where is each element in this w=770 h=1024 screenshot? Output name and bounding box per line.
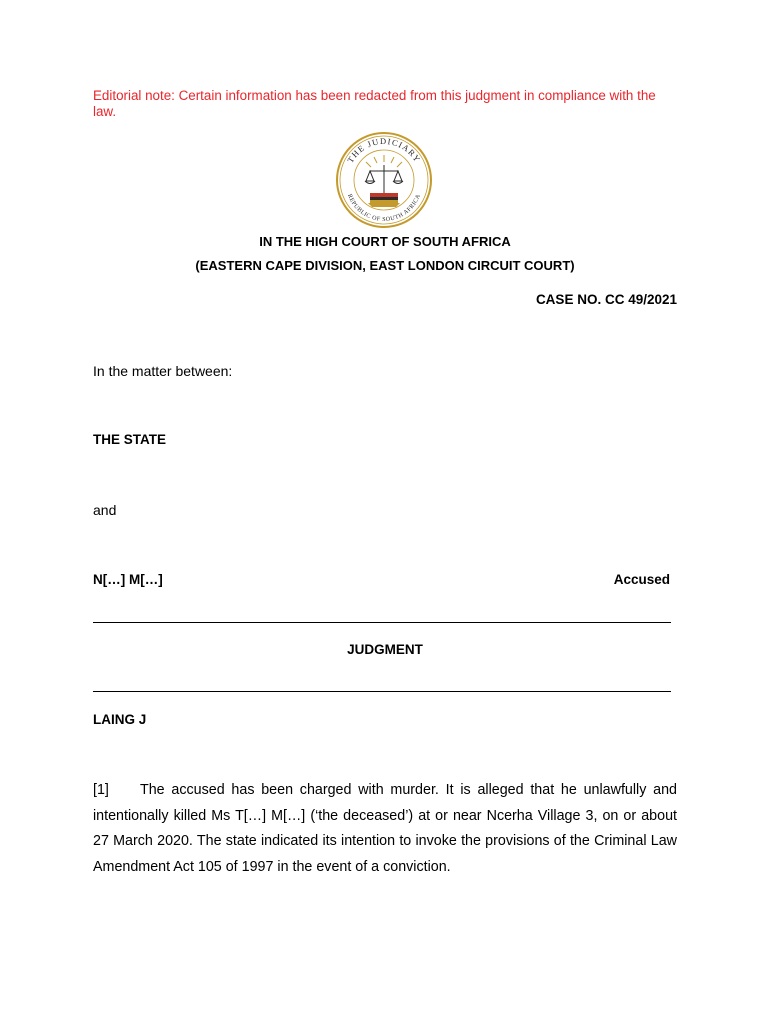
accused-role: Accused bbox=[613, 572, 670, 587]
svg-text:THE JUDICIARY: THE JUDICIARY bbox=[345, 135, 423, 165]
paragraph-number: [1] bbox=[93, 782, 109, 798]
court-name: IN THE HIGH COURT OF SOUTH AFRICA bbox=[259, 234, 511, 249]
court-division: (EASTERN CAPE DIVISION, EAST LONDON CIRCUIT COURT) bbox=[195, 258, 575, 273]
party-conjunction: and bbox=[93, 502, 117, 518]
svg-text:REPUBLIC OF SOUTH AFRICA: REPUBLIC OF SOUTH AFRICA bbox=[345, 193, 423, 224]
judiciary-seal-icon bbox=[330, 131, 438, 229]
judgment-heading: JUDGMENT bbox=[347, 642, 423, 657]
judge-name: LAING J bbox=[93, 712, 147, 727]
accused-name: N[…] M[…] bbox=[93, 572, 163, 587]
party-state: THE STATE bbox=[93, 432, 166, 447]
paragraph-text: The accused has been charged with murder. It is alleged that he unlawfully and intentionally killed Ms T[…] M[…] (‘the deceased’) at or near Ncerha Village 3, on or about 27 March 2020. The state indicated its intention to invoke the provisions of the Criminal Law Amendment Act 105 of 1997 in the event of a conviction. bbox=[93, 782, 677, 875]
divider-bottom bbox=[93, 691, 671, 692]
judgment-paragraph bbox=[93, 778, 677, 880]
case-number: CASE NO. CC 49/2021 bbox=[535, 292, 677, 307]
editorial-note: Editorial note: Certain information has been redacted from this judgment in compliance with the law. bbox=[93, 88, 656, 119]
matter-intro: In the matter between: bbox=[93, 363, 233, 379]
divider-top bbox=[93, 622, 671, 623]
